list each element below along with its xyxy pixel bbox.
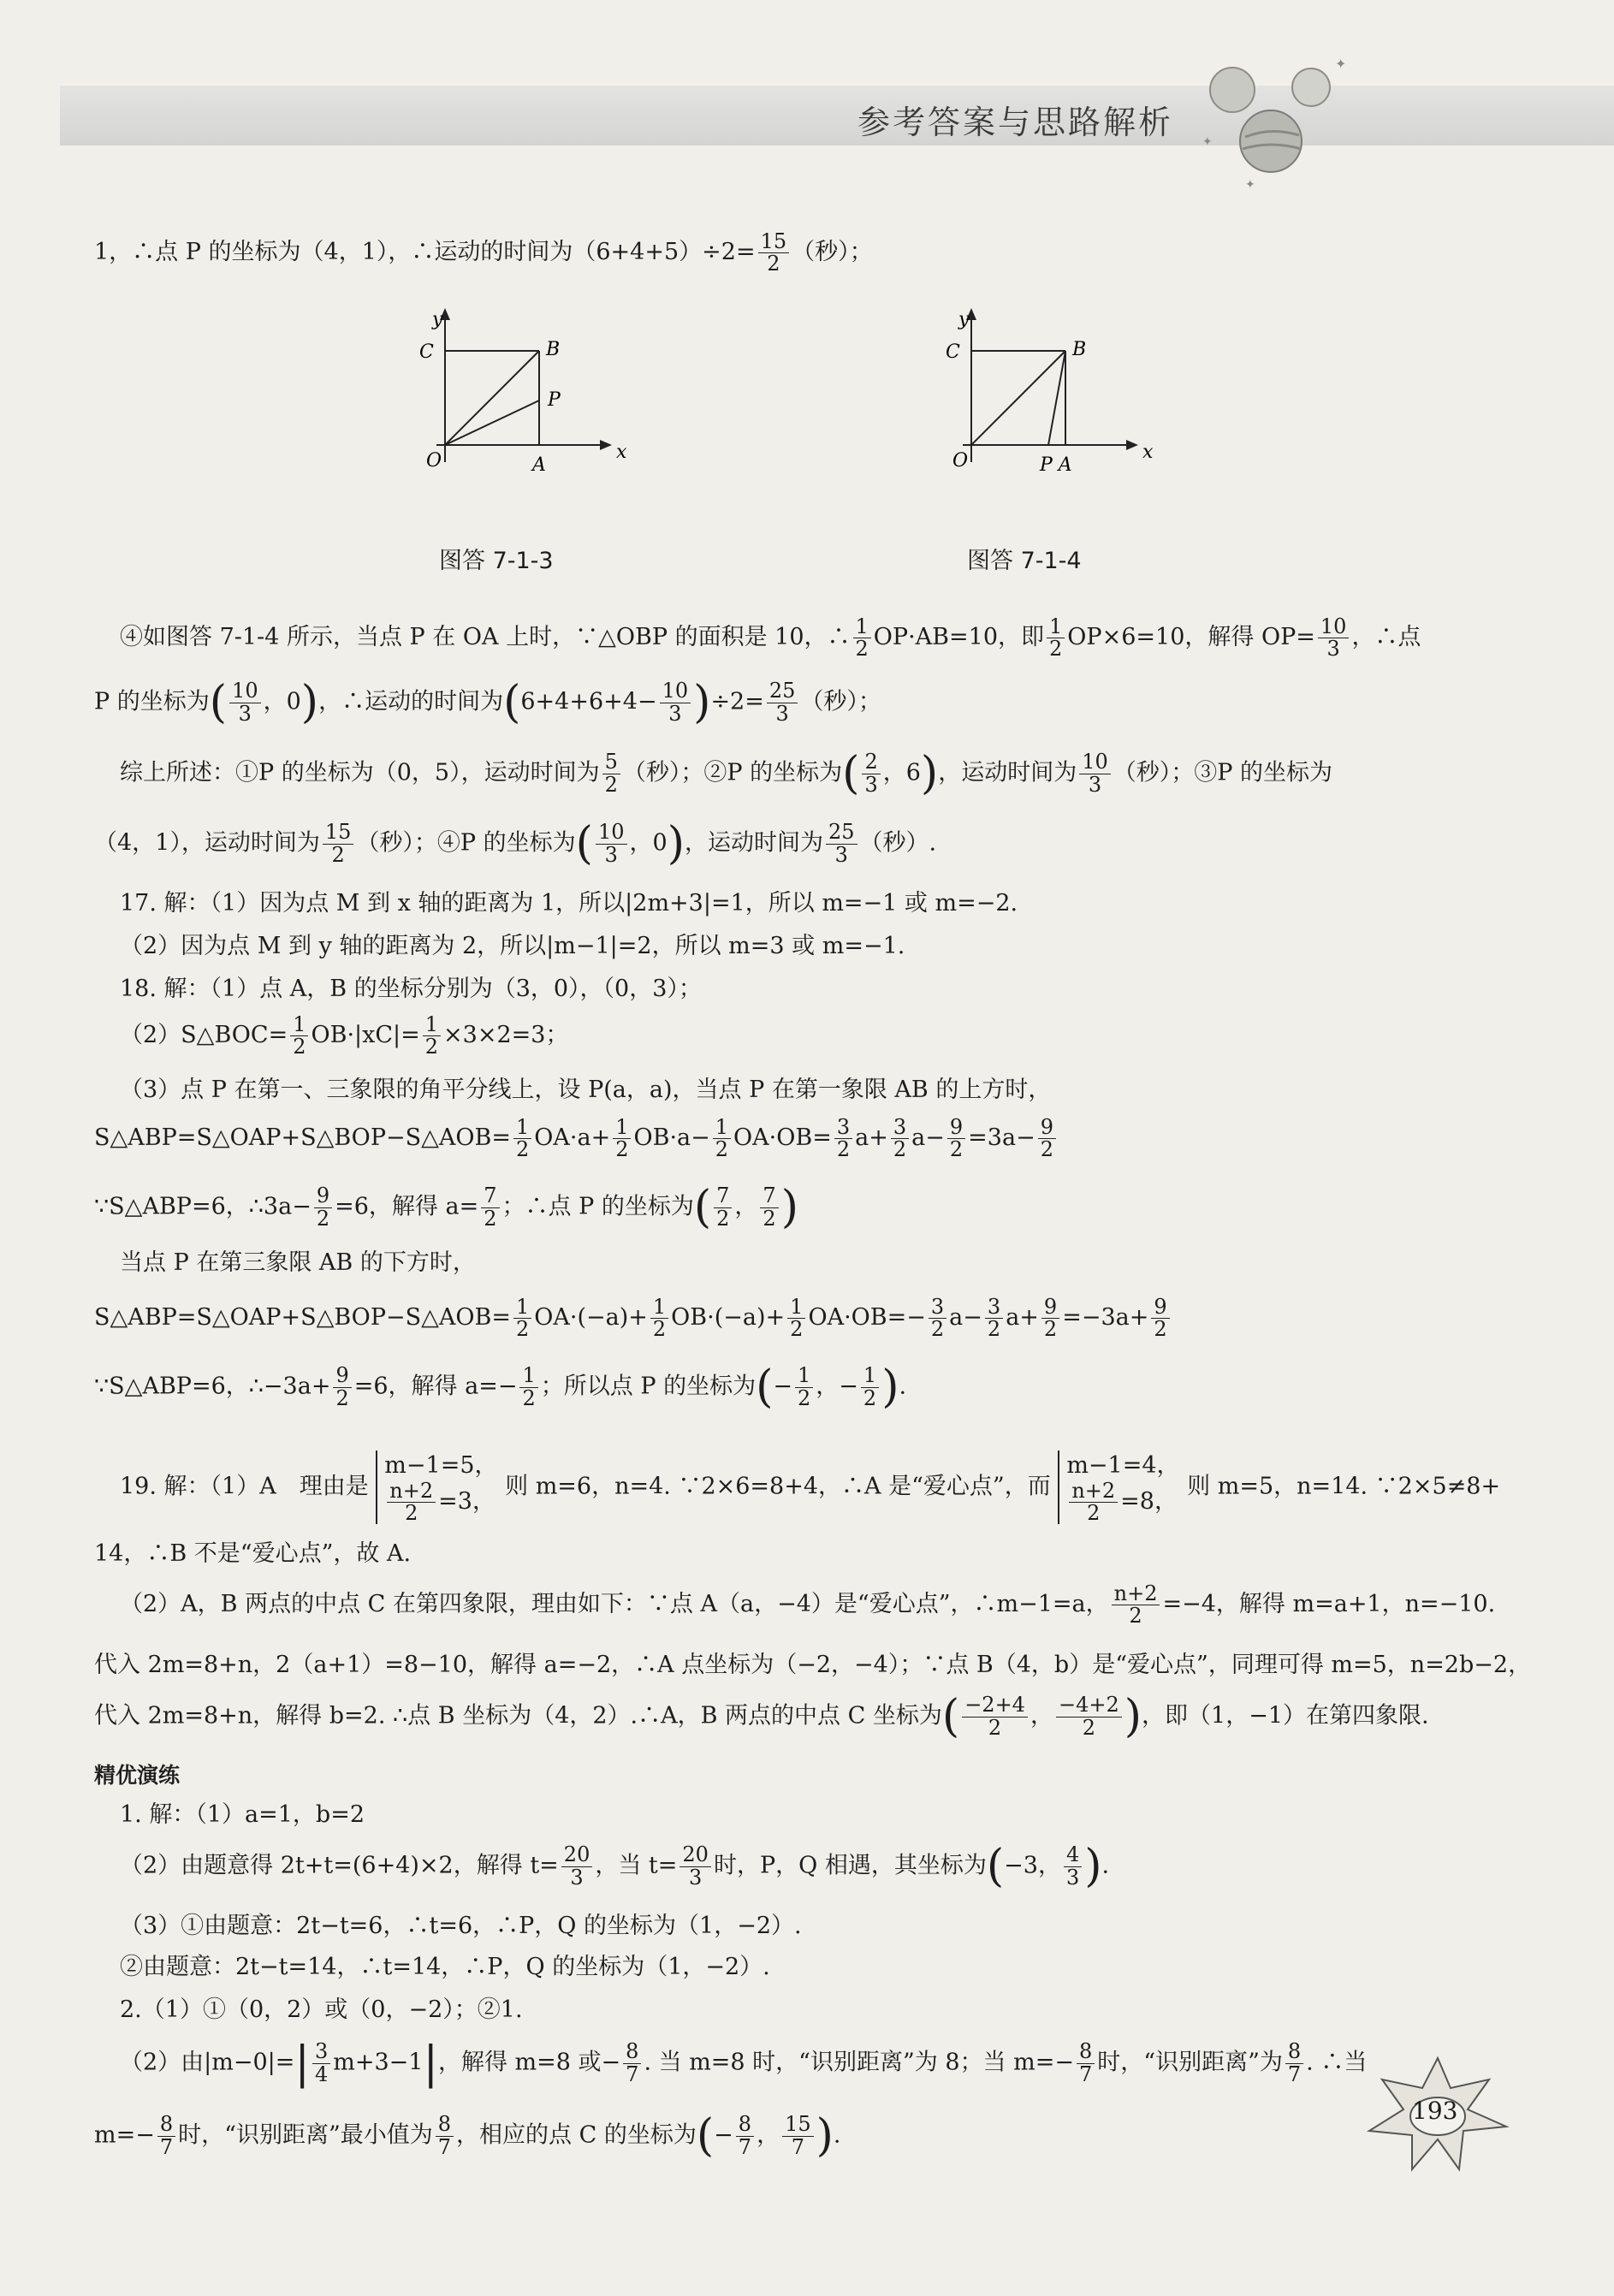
text: a+ <box>1006 1304 1039 1332</box>
fraction <box>1047 616 1065 660</box>
fraction <box>947 1117 965 1160</box>
point-a-label: A <box>532 454 546 476</box>
point-b-label: B <box>1072 339 1087 360</box>
fraction <box>1112 1583 1160 1627</box>
denominator: 3 <box>570 1865 584 1890</box>
fraction <box>1285 2041 1303 2085</box>
text: （2）由|m−0|= <box>120 2049 295 2076</box>
denominator: 3 <box>1326 637 1340 662</box>
numerator: 3 <box>834 1117 852 1139</box>
text-line: （4，1），运动时间为 $\frac{15}{2}$ （秒）；④P 的坐标为( $\frac{10}{3}$ ，0)，运动时间为 $\frac{25}{3}$ （秒）. <box>94 818 937 869</box>
numerator: 10 <box>660 680 691 703</box>
denominator: 7 <box>791 2134 804 2159</box>
text: ，当 t= <box>595 1852 678 1879</box>
fraction <box>660 680 691 724</box>
figure-caption: 图答 7-1-3 <box>439 548 554 574</box>
fraction <box>962 1694 1028 1738</box>
text: ，0 <box>263 688 301 715</box>
fraction <box>679 1844 711 1888</box>
denominator: 3 <box>1088 772 1102 797</box>
denominator: 2 <box>988 1715 1002 1740</box>
denominator: 2 <box>515 1317 530 1342</box>
text-line: （2）因为点 M 到 y 轴的距离为 2，所以|m−1|=2，所以 m=3 或 m=−1. <box>120 933 905 959</box>
text: （2）A，B 两点的中点 C 在第四象限，理由如下：∵点 A（a，−4）是“爱心点”，∴m−1=a， <box>120 1591 1109 1618</box>
numerator: 4 <box>1064 1844 1082 1866</box>
denominator: 2 <box>762 1206 776 1231</box>
numerator: 5 <box>602 751 620 774</box>
text: 则 m=6，n=4. ∵2×6=8+4，∴A 是“爱心点”，而 <box>505 1473 1051 1500</box>
text: −3， <box>1004 1852 1061 1879</box>
x-axis-label: x <box>616 442 627 463</box>
text: （2）S△BOC= <box>120 1022 288 1049</box>
numerator: 8 <box>1285 2041 1303 2063</box>
fraction <box>1318 616 1350 660</box>
numerator: 15 <box>758 231 790 253</box>
origin-label: O <box>952 450 969 472</box>
fraction <box>290 1014 308 1058</box>
numerator: 7 <box>714 1185 732 1207</box>
numerator: 1 <box>290 1014 308 1036</box>
point-p-label: P <box>548 389 561 411</box>
y-axis-label: y <box>958 309 970 330</box>
fraction <box>323 822 354 865</box>
svg-text:✦: ✦ <box>1245 178 1255 192</box>
numerator: 9 <box>1041 1296 1059 1319</box>
fraction <box>985 1296 1003 1340</box>
numerator: 1 <box>787 1296 805 1319</box>
fraction <box>423 1014 441 1058</box>
numerator: 1 <box>795 1365 813 1387</box>
origin-label: O <box>426 450 442 472</box>
text: S△ABP=S△OAP+S△BOP−S△AOB= <box>94 1304 511 1332</box>
text: （秒）；②P 的坐标为 <box>622 759 843 786</box>
fraction <box>736 2114 754 2157</box>
coordinate-figure-7-1-3 <box>385 308 693 479</box>
text: ∵S△ABP=6，∴3a− <box>94 1193 312 1220</box>
denominator: 2 <box>522 1385 536 1410</box>
text: ，∴点 <box>1351 624 1421 651</box>
text: m−1=5， <box>384 1452 498 1479</box>
text: − <box>773 1373 793 1400</box>
numerator: 8 <box>436 2114 454 2136</box>
denominator: 2 <box>293 1035 306 1059</box>
text: 代入 2m=8+n，解得 b=2. ∴点 B 坐标为（4，2）.∴A，B 两点的中点 C 坐标为 <box>94 1702 942 1729</box>
svg-text:✦: ✦ <box>1335 56 1347 72</box>
denominator: 2 <box>1049 637 1063 662</box>
numerator: 8 <box>623 2041 641 2063</box>
denominator: 7 <box>1287 2062 1302 2086</box>
fraction <box>1056 1694 1122 1738</box>
text: 时，P，Q 相遇，其坐标为 <box>713 1852 987 1879</box>
svg-text:✦: ✦ <box>1202 135 1213 149</box>
numerator: 3 <box>929 1296 946 1319</box>
text: P 的坐标为 <box>94 688 210 715</box>
text: OP×6=10，解得 OP= <box>1067 624 1315 651</box>
text: ， <box>757 2121 780 2149</box>
fraction <box>561 1844 593 1888</box>
text-line: （3）点 P 在第一、三象限的角平分线上，设 P(a，a)，当点 P 在第一象限 AB 的上方时， <box>120 1077 1052 1103</box>
denominator: 2 <box>715 1137 729 1162</box>
point-c-label: C <box>946 341 960 363</box>
text: 则 m=5，n=14. ∵2×5≠8+ <box>1187 1473 1501 1500</box>
fraction <box>1077 2041 1095 2085</box>
text-line: 代入 2m=8+n，解得 b=2. ∴点 B 坐标为（4，2）.∴A，B 两点的中点 C 坐标为( $\frac{-2+4}{2}$ ， $\frac{-4+2}{2}$ )，即（1，−1）在第四象限. <box>94 1691 1429 1742</box>
text: 6+4+6+4− <box>520 688 657 715</box>
denominator: 2 <box>484 1206 497 1231</box>
text: . <box>833 2121 841 2149</box>
text-line: 1. 解：（1）a=1，b=2 <box>120 1801 365 1828</box>
denominator: 3 <box>834 842 848 867</box>
numerator: 7 <box>481 1185 499 1207</box>
numerator: −2+4 <box>962 1694 1028 1717</box>
numerator: 1 <box>423 1014 441 1036</box>
numerator: 1 <box>513 1296 531 1319</box>
y-axis-label: y <box>432 309 443 330</box>
text: （秒）；③P 的坐标为 <box>1113 759 1332 786</box>
numerator: 10 <box>1079 751 1111 774</box>
numerator: 7 <box>760 1185 778 1207</box>
numerator: 10 <box>596 822 627 844</box>
text: ；∴点 P 的坐标为 <box>501 1193 694 1220</box>
text: ， <box>734 1193 758 1220</box>
text: S△ABP=S△OAP+S△BOP−S△AOB= <box>94 1124 511 1152</box>
fraction <box>157 2114 175 2157</box>
text: OB·a− <box>633 1124 710 1152</box>
numerator: 9 <box>947 1117 965 1139</box>
text: ，∴运动的时间为 <box>318 688 504 715</box>
text-line: ②由题意：2t−t=14，∴t=14，∴P，Q 的坐标为（1，−2）. <box>120 1954 770 1980</box>
denominator: 3 <box>668 701 682 726</box>
text: =3a− <box>968 1124 1035 1152</box>
numerator: 8 <box>1077 2041 1095 2063</box>
fraction <box>1064 1844 1082 1888</box>
denominator: 2 <box>515 1137 530 1162</box>
text-line <box>120 1014 568 1058</box>
text-line <box>120 616 1421 660</box>
text: =−3a+ <box>1062 1304 1149 1332</box>
text: （秒）； <box>792 239 873 266</box>
denominator: 2 <box>855 637 869 662</box>
denominator: 2 <box>1082 1715 1095 1740</box>
text: ，6 <box>882 759 921 786</box>
numerator: n+2 <box>387 1480 436 1503</box>
text-line: 17. 解：（1）因为点 M 到 x 轴的距离为 1，所以|2m+3|=1，所以 m=−1 或 m=−2. <box>120 890 1018 917</box>
fraction <box>1079 751 1111 795</box>
text: ，0 <box>629 829 668 857</box>
denominator: 3 <box>689 1865 703 1890</box>
denominator: 2 <box>930 1317 945 1342</box>
point-b-label: B <box>546 339 561 360</box>
fraction <box>481 1185 499 1229</box>
text: =3， <box>438 1488 495 1516</box>
text: OA·(−a)+ <box>534 1304 648 1332</box>
denominator: 3 <box>864 772 878 797</box>
text-line: （2）由|m−0|=| $\frac{3}{4}$ m+3−1|，解得 m=8 或− $\frac{8}{7}$ . 当 m=8 时，“识别距离”为 8；当 m=− $\frac{8}{7}$ 时，“识别距离”为 $\frac{8}{7}$ . ∴当 <box>120 2038 1368 2089</box>
text: OP·AB=10，即 <box>873 624 1045 651</box>
numerator: 8 <box>736 2114 754 2136</box>
denominator: 2 <box>316 1206 330 1231</box>
denominator: 2 <box>424 1035 439 1059</box>
fraction <box>314 1185 332 1229</box>
text-line: ∵S△ABP=6，∴−3a+ $\frac{9}{2}$ =6，解得 a=− $\frac{1}{2}$ ；所以点 P 的坐标为(− $\frac{1}{2}$ ，− $\frac{1}{2}$ ). <box>94 1362 907 1413</box>
page-number: 193 <box>1412 2097 1458 2125</box>
planets-decoration-icon <box>1198 51 1369 197</box>
text-line <box>94 1296 1172 1340</box>
numerator: −4+2 <box>1056 1694 1122 1717</box>
text: OB·(−a)+ <box>671 1304 786 1332</box>
denominator: 3 <box>604 842 618 867</box>
denominator: 2 <box>1154 1317 1167 1342</box>
text: . ∴当 <box>1306 2049 1368 2076</box>
text: ，即（1，−1）在第四象限. <box>1142 1702 1429 1729</box>
numerator: 1 <box>613 1117 631 1139</box>
fraction <box>758 231 790 275</box>
fraction <box>826 822 857 865</box>
numerator: 8 <box>157 2114 175 2136</box>
text-line: m=− $\frac{8}{7}$ 时，“识别距离”最小值为 $\frac{8}{7}$ ，相应的点 C 的坐标为(− $\frac{8}{7}$ ， $\frac{15}{7}$ ). <box>94 2110 841 2162</box>
text: （秒）. <box>859 829 937 857</box>
text: m−1=4， <box>1066 1452 1180 1479</box>
fraction <box>333 1365 351 1409</box>
numerator: 20 <box>679 1844 711 1866</box>
fraction <box>862 751 880 795</box>
text-line: 代入 2m=8+n，2（a+1）=8−10，解得 a=−2，∴A 点坐标为（−2，−4）；∵点 B（4，b）是“爱心点”，同理可得 m=5，n=2b−2， <box>94 1652 1532 1678</box>
numerator: 1 <box>513 1117 531 1139</box>
text-line: 2.（1）①（0，2）或（0，−2）；②1. <box>120 1996 523 2023</box>
fraction <box>519 1365 537 1409</box>
denominator: 7 <box>437 2134 452 2159</box>
text: − <box>714 2121 733 2149</box>
text: =6，解得 a=− <box>353 1373 518 1400</box>
fraction <box>834 1117 852 1160</box>
text: OB·|xC|= <box>311 1022 420 1049</box>
numerator: 9 <box>1038 1117 1056 1139</box>
denominator: 3 <box>775 701 789 726</box>
text: ×3×2=3； <box>443 1022 569 1049</box>
numerator: 1 <box>1047 616 1065 638</box>
text: 时，“识别距离”为 <box>1097 2049 1283 2076</box>
fraction <box>714 1185 732 1229</box>
figure-caption: 图答 7-1-4 <box>967 548 1082 574</box>
denominator: 2 <box>949 1137 964 1162</box>
fraction <box>782 2114 814 2157</box>
denominator: 2 <box>405 1501 418 1526</box>
text-line: 综上所述：①P 的坐标为（0，5），运动时间为 $\frac{5}{2}$ （秒）；②P 的坐标为( $\frac{2}{3}$ ，6)，运动时间为 $\frac{10}{3}$ （秒）；③P 的坐标为 <box>120 748 1332 799</box>
numerator: 9 <box>333 1365 351 1387</box>
fraction <box>623 2041 641 2085</box>
fraction <box>1069 1480 1118 1524</box>
fraction <box>602 751 620 795</box>
numerator: 2 <box>862 751 880 774</box>
numerator: 1 <box>650 1296 668 1319</box>
text: ，解得 m=8 或− <box>437 2049 621 2076</box>
text: （秒）； <box>800 688 881 715</box>
denominator: 2 <box>1043 1317 1058 1342</box>
numerator: 20 <box>561 1844 593 1866</box>
text-line <box>120 1451 1500 1524</box>
text-line: 14，∴B 不是“爱心点”，故 A. <box>94 1540 412 1567</box>
x-axis-label: x <box>1142 442 1154 463</box>
text: 时，“识别距离”最小值为 <box>178 2121 433 2149</box>
numerator: 1 <box>853 616 871 638</box>
numerator: 1 <box>861 1365 879 1387</box>
denominator: 3 <box>238 701 252 726</box>
denominator: 2 <box>335 1385 349 1410</box>
denominator: 2 <box>331 842 345 867</box>
numerator: 25 <box>826 822 857 844</box>
denominator: 2 <box>1087 1501 1101 1526</box>
coordinate-figure-7-1-4 <box>911 308 1219 479</box>
text: ， <box>1030 1702 1053 1729</box>
fraction <box>795 1365 813 1409</box>
text-line <box>120 1583 1495 1627</box>
denominator: 4 <box>314 2062 329 2086</box>
denominator: 7 <box>159 2134 174 2159</box>
text: （秒）；④P 的坐标为 <box>356 829 576 857</box>
text: a− <box>949 1304 982 1332</box>
numerator: 9 <box>1151 1296 1169 1319</box>
fraction <box>387 1480 436 1524</box>
text: . <box>899 1373 907 1400</box>
text: ；所以点 P 的坐标为 <box>540 1373 757 1400</box>
text-line: 当点 P 在第三象限 AB 的下方时， <box>120 1249 476 1276</box>
text: 综上所述：①P 的坐标为（0，5），运动时间为 <box>120 759 600 786</box>
denominator: 2 <box>798 1385 811 1410</box>
numerator: 15 <box>323 822 354 844</box>
point-pa-label: P A <box>1040 454 1072 476</box>
denominator: 2 <box>615 1137 629 1162</box>
text-line: ∵S△ABP=6，∴3a− $\frac{9}{2}$ =6，解得 a= $\frac{7}{2}$ ；∴点 P 的坐标为( $\frac{7}{2}$ ， $\frac{7}{2}$ ) <box>94 1182 798 1233</box>
fraction <box>861 1365 879 1409</box>
numerator: 9 <box>314 1185 332 1207</box>
numerator: 1 <box>519 1365 537 1387</box>
denominator: 2 <box>1040 1137 1053 1162</box>
text: ，运动时间为 <box>938 759 1077 786</box>
fraction <box>596 822 627 865</box>
fraction <box>513 1296 531 1340</box>
numerator: n+2 <box>1069 1480 1118 1503</box>
text: . <box>1101 1852 1110 1879</box>
text: m+3−1 <box>333 2049 424 2076</box>
text: a− <box>911 1124 945 1152</box>
fraction <box>650 1296 668 1340</box>
fraction <box>713 1117 731 1160</box>
text: . 当 m=8 时，“识别距离”为 8；当 m=− <box>644 2049 1074 2076</box>
numerator: 10 <box>1318 616 1350 638</box>
denominator: 2 <box>604 772 618 797</box>
text: ，− <box>816 1373 858 1400</box>
denominator: 7 <box>626 2062 639 2086</box>
fraction <box>767 680 798 724</box>
denominator: 2 <box>836 1137 851 1162</box>
text: 1，∴点 P 的坐标为（4，1），∴运动的时间为（6+4+5）÷2= <box>94 239 756 266</box>
text-line: （2）由题意得 2t+t=(6+4)×2，解得 t= $\frac{20}{3}$ ，当 t= $\frac{20}{3}$ 时，P，Q 相遇，其坐标为(−3， $\frac{4}{3}$ ). <box>120 1841 1110 1892</box>
text: ④如图答 7-1-4 所示，当点 P 在 OA 上时，∵△OBP 的面积是 10，∴ <box>120 624 851 651</box>
denominator: 2 <box>987 1317 1001 1342</box>
denominator: 2 <box>1129 1604 1142 1629</box>
text-line: 18. 解：（1）点 A，B 的坐标分别为（3，0），（0，3）； <box>120 976 702 1002</box>
fraction <box>1041 1296 1059 1340</box>
text-line <box>94 231 873 275</box>
text: （2）由题意得 2t+t=(6+4)×2，解得 t= <box>120 1852 559 1879</box>
fraction <box>513 1117 531 1160</box>
numerator: 3 <box>891 1117 909 1139</box>
text: ÷2= <box>710 688 764 715</box>
numerator: 1 <box>713 1117 731 1139</box>
fraction <box>229 680 261 724</box>
text: 19. 解：（1）A 理由是 <box>120 1473 369 1500</box>
equation-system <box>1058 1451 1179 1524</box>
fraction <box>1151 1296 1169 1340</box>
text: =−4，解得 m=a+1，n=−10. <box>1162 1591 1496 1618</box>
fraction <box>1038 1117 1056 1160</box>
fraction <box>787 1296 805 1340</box>
denominator: 3 <box>1065 1865 1080 1890</box>
equation-system <box>376 1451 497 1524</box>
text-line <box>94 1117 1059 1160</box>
text-line: P 的坐标为( $\frac{10}{3}$ ，0)，∴运动的时间为(6+4+6+4− $\frac{10}{3}$ )÷2= $\frac{25}{3}$ （秒）； <box>94 677 881 728</box>
text: ∵S△ABP=6，∴−3a+ <box>94 1373 331 1400</box>
denominator: 2 <box>863 1385 877 1410</box>
fraction <box>436 2114 454 2157</box>
numerator: 25 <box>767 680 798 703</box>
denominator: 7 <box>738 2134 752 2159</box>
section-heading: 精优演练 <box>94 1763 181 1788</box>
denominator: 7 <box>1079 2062 1093 2086</box>
denominator: 2 <box>790 1317 804 1342</box>
text: （4，1），运动时间为 <box>94 829 320 857</box>
text: OA·OB= <box>733 1124 832 1152</box>
denominator: 2 <box>767 252 780 276</box>
fraction <box>891 1117 909 1160</box>
numerator: 10 <box>229 680 261 703</box>
text: =6，解得 a= <box>335 1193 479 1220</box>
point-c-label: C <box>419 341 434 363</box>
fraction <box>613 1117 631 1160</box>
fraction <box>929 1296 946 1340</box>
text-line: （3）①由题意：2t−t=6，∴t=6，∴P，Q 的坐标为（1，−2）. <box>120 1913 802 1939</box>
text: a+ <box>855 1124 888 1152</box>
text: OA·a+ <box>534 1124 611 1152</box>
header-band <box>60 86 1614 145</box>
text: m=− <box>94 2121 155 2149</box>
numerator: n+2 <box>1112 1583 1160 1605</box>
denominator: 2 <box>716 1206 730 1231</box>
numerator: 15 <box>782 2114 814 2136</box>
denominator: 2 <box>893 1137 907 1162</box>
numerator: 3 <box>985 1296 1003 1319</box>
page-header-title: 参考答案与思路解析 <box>857 104 1173 141</box>
fraction <box>312 2041 330 2085</box>
text: =8， <box>1120 1488 1178 1516</box>
text: OA·OB=− <box>808 1304 926 1332</box>
fraction <box>760 1185 778 1229</box>
text: ，运动时间为 <box>684 829 823 857</box>
fraction <box>853 616 871 660</box>
numerator: 3 <box>312 2041 330 2063</box>
denominator: 2 <box>652 1317 667 1342</box>
text: ，相应的点 C 的坐标为 <box>456 2121 697 2149</box>
